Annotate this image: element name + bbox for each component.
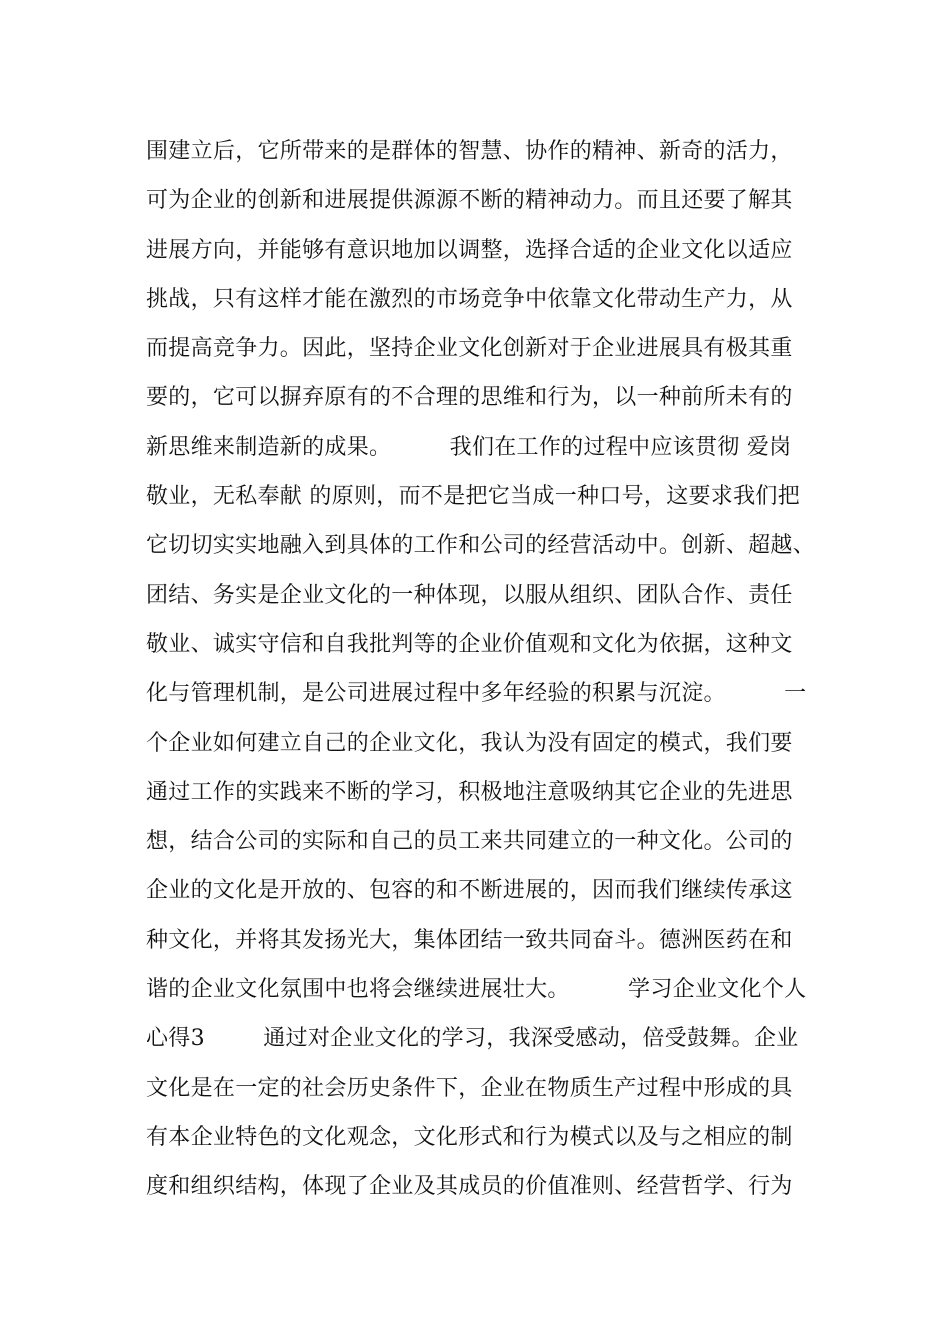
text-line-7: 新思维来制造新的成果。 我们在工作的过程中应该贯彻 爱岗: [146, 434, 792, 460]
text-line-18: 谐的企业文化氛围中也将会继续进展壮大。 学习企业文化个人: [146, 977, 807, 1003]
body-text: [146, 127, 846, 1212]
text-line-13: 个企业如何建立自己的企业文化，我认为没有固定的模式，我们要: [146, 730, 793, 756]
text-line-20: 文化是在一定的社会历史条件下，企业在物质生产过程中形成的具: [146, 1075, 793, 1101]
text-line-14: 通过工作的实践来不断的学习，积极地注意吸纳其它企业的先进思: [146, 779, 793, 805]
text-line-9: 它切切实实地融入到具体的工作和公司的经营活动中。创新、超越、: [146, 533, 816, 559]
text-line-3: 进展方向，并能够有意识地加以调整，选择合适的企业文化以适应: [146, 237, 793, 263]
text-line-2: 可为企业的创新和进展提供源源不断的精神动力。而且还要了解其: [146, 188, 793, 214]
text-line-11: 敬业、诚实守信和自我批判等的企业价值观和文化为依据，这种文: [146, 631, 793, 657]
text-line-19: 心得3 通过对企业文化的学习，我深受感动，倍受鼓舞。企业: [146, 1026, 799, 1052]
text-line-8: 敬业，无私奉献 的原则，而不是把它当成一种口号，这要求我们把: [146, 484, 800, 510]
text-line-16: 企业的文化是开放的、包容的和不断进展的，因而我们继续传承这: [146, 878, 793, 904]
text-line-4: 挑战，只有这样才能在激烈的市场竞争中依靠文化带动生产力，从: [146, 286, 793, 312]
text-line-15: 想，结合公司的实际和自己的员工来共同建立的一种文化。公司的: [146, 829, 793, 855]
text-line-6: 要的，它可以摒弃原有的不合理的思维和行为，以一种前所未有的: [146, 385, 793, 411]
text-line-5: 而提高竞争力。因此，坚持企业文化创新对于企业进展具有极其重: [146, 336, 793, 362]
text-line-12: 化与管理机制，是公司进展过程中多年经验的积累与沉淀。 一: [146, 681, 807, 707]
text-line-21: 有本企业特色的文化观念，文化形式和行为模式以及与之相应的制: [146, 1124, 793, 1150]
text-line-17: 种文化，并将其发扬光大，集体团结一致共同奋斗。德洲医药在和: [146, 927, 793, 953]
text-line-22: 度和组织结构，体现了企业及其成员的价值准则、经营哲学、行为: [146, 1174, 793, 1200]
text-line-10: 团结、务实是企业文化的一种体现，以服从组织、团队合作、责任: [146, 582, 793, 608]
text-line-1: 围建立后，它所带来的是群体的智慧、协作的精神、新奇的活力，: [146, 139, 793, 164]
